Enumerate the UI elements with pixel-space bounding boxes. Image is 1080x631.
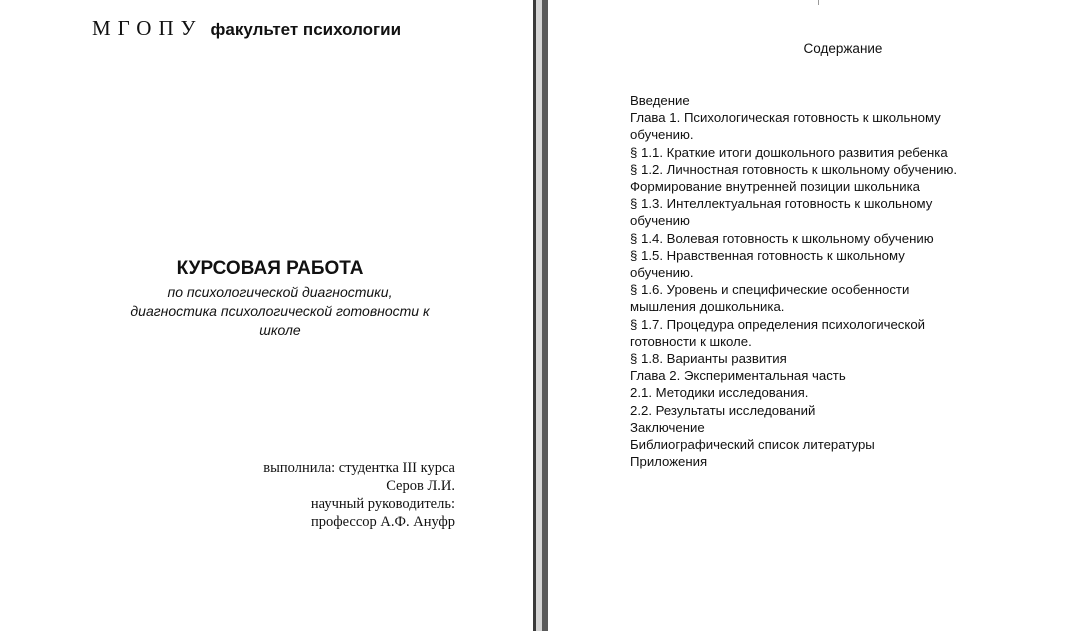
author-line: выполнила: студентка III курса <box>263 460 455 476</box>
faculty-name: факультет психологии <box>210 20 402 39</box>
toc-line: Введение <box>630 93 690 108</box>
university-abbreviation: МГОПУ <box>92 16 203 40</box>
toc-line: Формирование внутренней позиции школьника <box>630 179 920 195</box>
author-line: профессор А.Ф. Ануфр <box>310 514 455 530</box>
toc-heading: Содержание <box>803 41 883 56</box>
subtitle-line: по психологической диагностики, <box>167 284 393 300</box>
toc-line: обучению <box>630 213 690 229</box>
toc-line: обучению. <box>630 265 694 281</box>
page-gutter <box>533 0 548 631</box>
page-header <box>92 16 401 41</box>
text-cursor-mark <box>818 0 819 5</box>
toc-line: § 1.4. Волевая готовность к школьному обучению <box>630 230 934 246</box>
toc-line: Глава 1. Психологическая готовность к школьному <box>630 110 941 126</box>
toc-line: обучению. <box>630 127 694 143</box>
contents-page <box>548 0 1080 631</box>
toc-line: Библиографический список литературы <box>630 437 875 453</box>
table-of-contents <box>630 92 1050 470</box>
toc-line: § 1.2. Личностная готовность к школьному обучению. <box>630 161 958 177</box>
toc-line: § 1.6. Уровень и специфические особенности <box>630 282 910 298</box>
toc-line: Заключение <box>630 419 705 435</box>
toc-line: § 1.3. Интеллектуальная готовность к школьному <box>630 196 933 212</box>
toc-line: § 1.7. Процедура определения психологической <box>630 316 926 332</box>
toc-line: мышления дошкольника. <box>630 299 785 315</box>
subtitle-line: школе <box>259 322 301 338</box>
work-subtitle <box>40 283 520 340</box>
author-line: научный руководитель: <box>310 496 455 512</box>
toc-line: 2.2. Результаты исследований <box>630 402 816 418</box>
title-page <box>0 0 533 631</box>
work-title: КУРСОВАЯ РАБОТА <box>176 258 364 279</box>
author-block <box>200 459 455 531</box>
toc-line: Приложения <box>630 454 708 470</box>
subtitle-line: диагностика психологической готовности к <box>130 303 430 319</box>
toc-line: Глава 2. Экспериментальная часть <box>630 368 846 384</box>
toc-line: § 1.1. Краткие итоги дошкольного развития ребенка <box>630 144 948 160</box>
toc-line: готовности к школе. <box>630 333 752 349</box>
toc-line: § 1.5. Нравственная готовность к школьному <box>630 247 905 263</box>
author-line: Серов Л.И. <box>386 478 455 494</box>
toc-line: § 1.8. Варианты развития <box>630 351 787 367</box>
toc-line: 2.1. Методики исследования. <box>630 385 809 401</box>
